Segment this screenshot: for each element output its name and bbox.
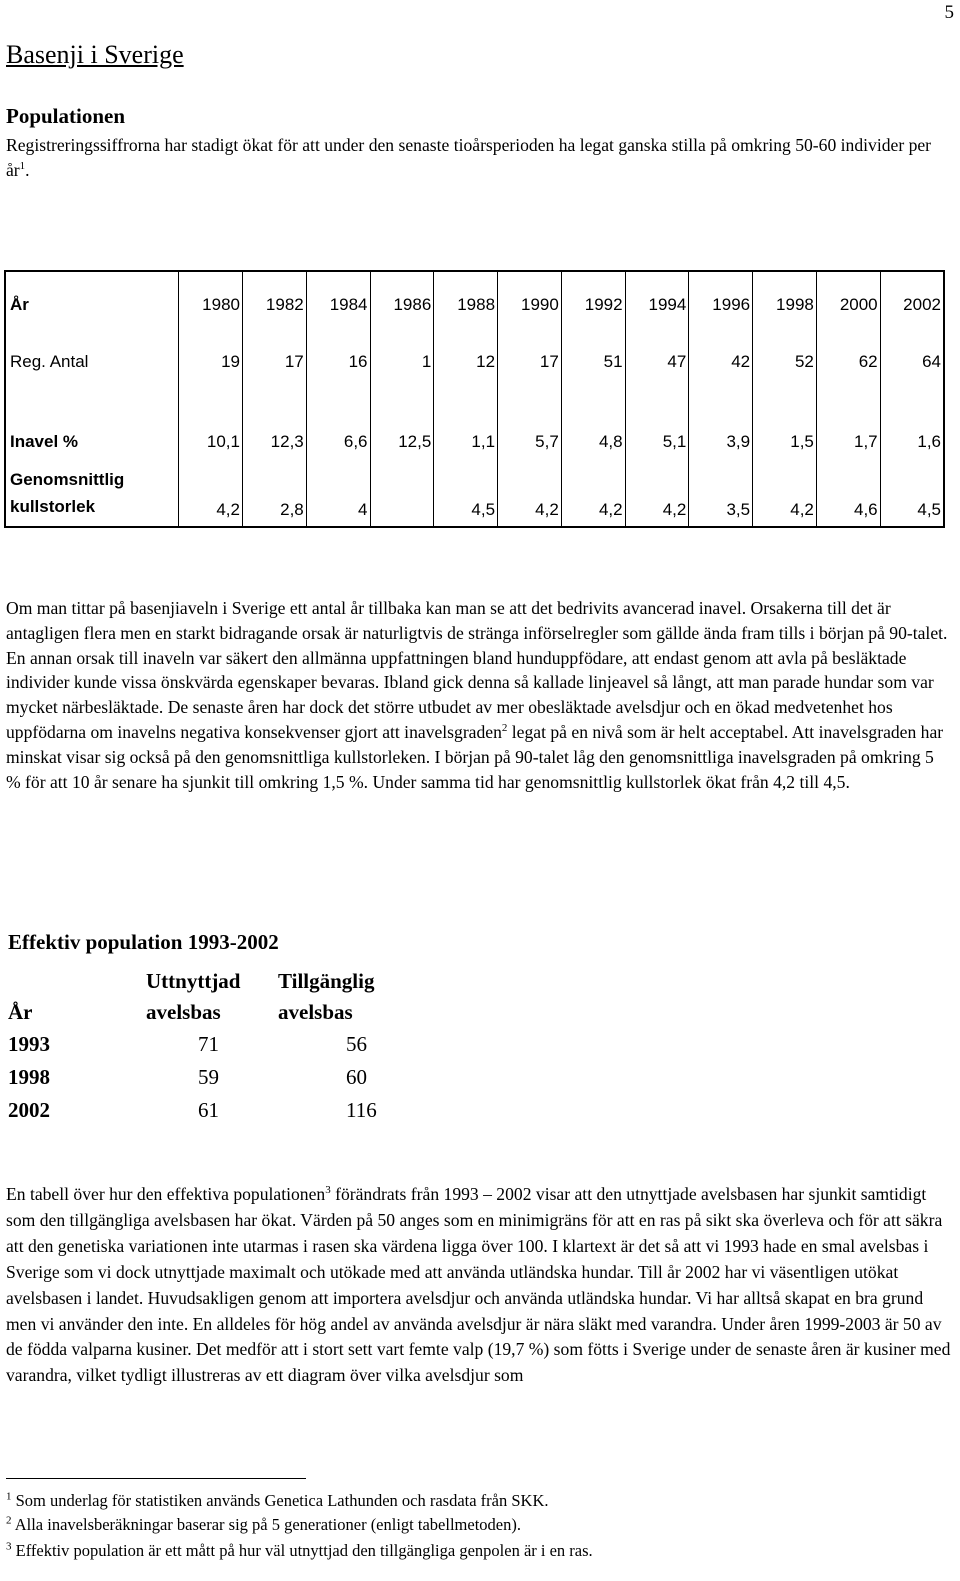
inbreeding-paragraph (6, 596, 952, 794)
registration-stats-table (4, 270, 945, 528)
table-cell: 4,2 (625, 466, 689, 527)
footnote-ref: 1 (19, 159, 26, 172)
table-cell: 1,1 (434, 386, 498, 466)
page-number: 5 (944, 2, 954, 23)
table-cell: 1992 (561, 271, 625, 338)
table-cell: 60 (346, 1065, 367, 1089)
inbreeding-row (5, 386, 944, 466)
effective-population-paragraph (6, 1182, 952, 1389)
row-label: Genomsnittlig kullstorlek (5, 466, 179, 527)
table-cell: 12 (434, 338, 498, 386)
footnote-ref: 3 (325, 1184, 331, 1197)
table-cell: 12,5 (370, 386, 434, 466)
table-cell: 16 (306, 338, 370, 386)
table-cell: 6,6 (306, 386, 370, 466)
header-used-breeding-base: Uttnyttjad avelsbas (146, 969, 241, 1024)
litter-size-row (5, 466, 944, 527)
footnote-divider (6, 1478, 306, 1479)
table-cell: 3,5 (689, 466, 753, 527)
table-row (8, 1061, 408, 1094)
footnote-1: $^1$ Som underlag för statistiken används Genetica Lathunden och rasdata från SKK. (6, 1490, 549, 1510)
body2-text-a: En tabell över hur den effektiva populationen (6, 1184, 326, 1204)
intro-paragraph (6, 133, 952, 183)
table-cell: 4,5 (880, 466, 944, 527)
table-cell: 1982 (242, 271, 306, 338)
table-cell: 4,6 (816, 466, 880, 527)
table-cell: 1 (370, 338, 434, 386)
table-cell: 116 (346, 1098, 377, 1122)
header-year: År (8, 1000, 33, 1024)
table-cell: 10,1 (179, 386, 243, 466)
table-cell: 1980 (179, 271, 243, 338)
table-cell: 4,2 (179, 466, 243, 527)
table-cell: 1998 (753, 271, 817, 338)
table-cell: 2002 (8, 1098, 50, 1122)
body2-text-b: förändrats från 1993 – 2002 visar att den utnyttjade avelsbasen har sjunkit samtidigt som den tillgängliga avelsbasen har ökat. Värden på 50 anges som en minimigräns för att en ras på sikt ska överleva och för att säkra att den genetiska variationen inte utarmas i rasen ska värdena ligga över 100. I klartext är det så att vi 1993 hade en smal avelsbas i Sverige som vi dock utnyttjade maximalt och utökade med att använda utländska hundar. Till år 2002 har vi väsentligen utökat avelsbasen i landet. Huvudsakligen genom att importera avelsdjur och använda utländska hundar. Vi har alltså skapat en bra grund men vi använder den inte. En alldeles för hög andel av använda avelsdjur är nära släkt med varandra. Under åren 1999-2003 är 50 av de födda valparna kusiner. Det medför att i stort sett vart femte valp (19,7 %) som fötts i Sverige under de senaste åren är kusiner med varandra, vilket tydligt illustreras av ett diagram över vilka avelsdjur som (6, 1184, 951, 1386)
year-row (5, 271, 944, 338)
effective-population-title: Effektiv population 1993-2002 (8, 930, 279, 954)
table-cell: 59 (198, 1065, 219, 1089)
table-cell: 1,5 (753, 386, 817, 466)
table-cell: 4,2 (561, 466, 625, 527)
table-cell: 2000 (816, 271, 880, 338)
table-cell: 1,7 (816, 386, 880, 466)
table-cell: 1986 (370, 271, 434, 338)
table-cell: 5,7 (498, 386, 562, 466)
table-cell: 52 (753, 338, 817, 386)
table-cell: 56 (346, 1032, 367, 1056)
table-cell (370, 466, 434, 527)
table-cell: 1984 (306, 271, 370, 338)
effective-population-table (8, 962, 408, 1127)
table-cell: 4,2 (498, 466, 562, 527)
row-label: Inavel % (5, 386, 179, 466)
table-cell: 51 (561, 338, 625, 386)
table-cell: 47 (625, 338, 689, 386)
table-cell: 2002 (880, 271, 944, 338)
intro-text: Registreringssiffrorna har stadigt ökat för att under den senaste tioårsperioden ha legat ganska stilla på omkring 50-60 individer per år (6, 135, 932, 180)
body1-text-b: legat på en nivå som är helt acceptabel. Att inavelsgraden har minskat visar sig också på den genomsnittliga kullstorleken. I början på 90-talet låg den genomsnittliga inavelsgraden på omkring 5 % för att 10 år senare ha sjunkit till omkring 1,5 %. Under samma tid har genomsnittlig kullstorlek ökat från 4,2 till 4,5. (6, 721, 944, 792)
row-label: År (5, 271, 179, 338)
table-cell: 1998 (8, 1065, 50, 1089)
footnote-3: $^3$ Effektiv population är ett mått på hur väl utnyttjad den tillgängliga genpolen är i en ras. (6, 1540, 593, 1560)
row-label: Reg. Antal (5, 338, 179, 386)
table-cell: 64 (880, 338, 944, 386)
table-cell: 17 (242, 338, 306, 386)
table-cell: 1994 (625, 271, 689, 338)
page-title: Basenji i Sverige (6, 40, 184, 69)
footnote-2: $^2$ Alla inavelsberäkningar baserar sig på 5 generationer (enligt tabellmetoden). (6, 1514, 521, 1534)
table-cell: 62 (816, 338, 880, 386)
table-cell: 1996 (689, 271, 753, 338)
table-cell: 12,3 (242, 386, 306, 466)
table-cell: 42 (689, 338, 753, 386)
table-row (8, 1094, 408, 1127)
table-cell: 1,6 (880, 386, 944, 466)
table-cell: 4 (306, 466, 370, 527)
table-cell: 1993 (8, 1032, 50, 1056)
table-cell: 71 (198, 1032, 219, 1056)
table-cell: 3,9 (689, 386, 753, 466)
table-cell: 2,8 (242, 466, 306, 527)
table-cell: 19 (179, 338, 243, 386)
body1-text-a: Om man tittar på basenjiaveln i Sverige ett antal år tillbaka kan man se att det bedrivits avancerad inavel. Orsakerna till det är antagligen flera men en starkt bidragande orsak är naturligtvis de stränga införselregler som gällde ända fram tills i början på 90-talet. En annan orsak till inaveln var säkert den allmänna uppfattningen bland hunduppfödare, att endast genom att avla på besläktade individer kunde vissa önskvärda egenskaper bevaras. Ibland gick denna så kallade linjeavel så långt, att man parade hundar som var mycket närbesläktade. De senaste åren har dock det större utbudet av mer obesläktade avelsdjur och en ökad medvetenhet hos uppfödarna om inavelns negativa konsekvenser gjort att inavelsgraden (6, 598, 948, 742)
table-cell: 4,5 (434, 466, 498, 527)
reg-count-row (5, 338, 944, 386)
table-cell: 5,1 (625, 386, 689, 466)
table-cell: 1988 (434, 271, 498, 338)
section-heading: Populationen (6, 104, 126, 128)
footnote-ref: 2 (501, 722, 508, 735)
table-cell: 4,2 (753, 466, 817, 527)
table-cell: 61 (198, 1098, 219, 1122)
table-row (8, 1028, 408, 1061)
table-cell: 17 (498, 338, 562, 386)
table-cell: 1990 (498, 271, 562, 338)
table-cell: 4,8 (561, 386, 625, 466)
header-available-breeding-base: Tillgänglig avelsbas (278, 969, 375, 1024)
intro-end: . (25, 159, 30, 180)
